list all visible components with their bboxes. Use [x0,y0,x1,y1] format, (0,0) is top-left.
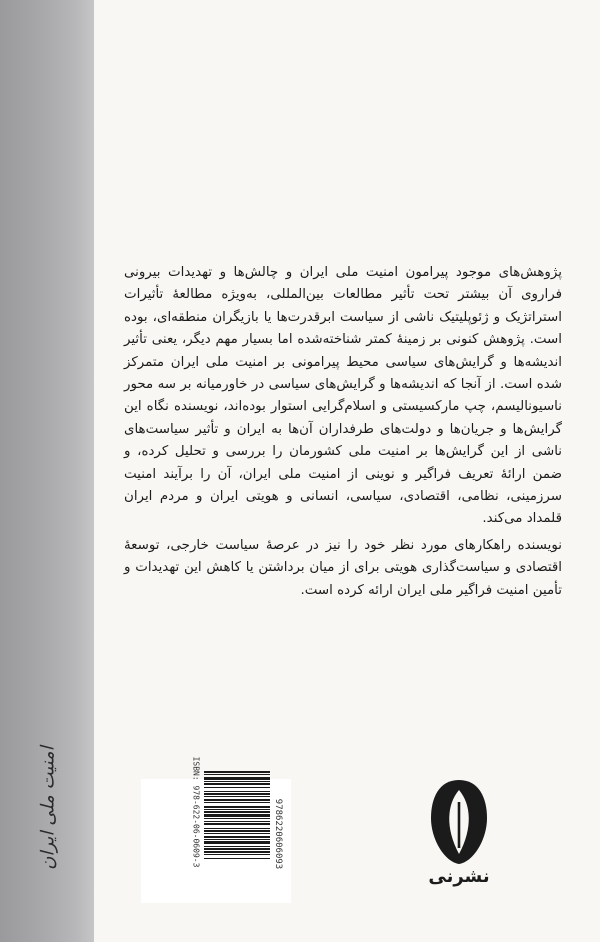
back-cover-blurb [124,262,562,602]
blurb-paragraph-2: نویسنده راهکارهای مورد نظر خود را نیز در عرصهٔ سیاست خارجی، توسعهٔ اقتصادی و سیاست‌گذاری هویتی برای از میان برداشتن یا کاهش این تهدیدات و تأمین امنیت فراگیر ملی ایران ارائه کرده است. [124,537,562,598]
ney-pen-nib-logo-icon [427,776,491,868]
barcode-digits: 9786220606093 [273,798,283,870]
book-spine [0,0,94,942]
blurb-paragraph-1: پژوهش‌های موجود پیرامون امنیت ملی ایران و چالش‌ها و تهدیدات بیرونی فراروی آن بیشتر تحت تأثیر مطالعات بین‌المللی، به‌ویژه مطالعهٔ تأثیرات استراتژیک و ژئوپلیتیک ناشی از سیاست ابرقدرت‌ها یا بازیگران منطقه‌ای، بوده است. پژوهش کنونی بر زمینهٔ کمتر شناخته‌شده اما بسیار مهم دیگر، یعنی تأثیر اندیشه‌ها و گرایش‌های سیاسی محیط پیرامونی بر امنیت ملی ایران متمرکز شده است. از آنجا که اندیشه‌ها و گرایش‌های سیاسی در خاورمیانه بر سه محور ناسیونالیسم، چپ مارکسیستی و اسلام‌گرایی استوار بوده‌اند، نویسنده نگاه این گرایش‌ها و جریان‌ها و دولت‌های طرفداران آن‌ها به ایران و تأثیر سیاست‌های ناشی از این گرایش‌ها بر امنیت ملی کشورمان را بررسی و تحلیل کرده، و ضمن ارائهٔ تعریف فراگیر و نوینی از امنیت ملی ایران، آن را برآیند امنیت سرزمینی، نظامی، اقتصادی، سیاسی، انسانی و هویتی ایران و مردم ایران قلمداد می‌کند. [124,265,562,527]
isbn-label: ISBN: 978-622-06-0609-3 [191,756,201,868]
barcode-icon [204,767,270,903]
spine-title: امنیت ملی ایران [37,746,59,870]
publisher-name: نشرنی [428,866,490,887]
